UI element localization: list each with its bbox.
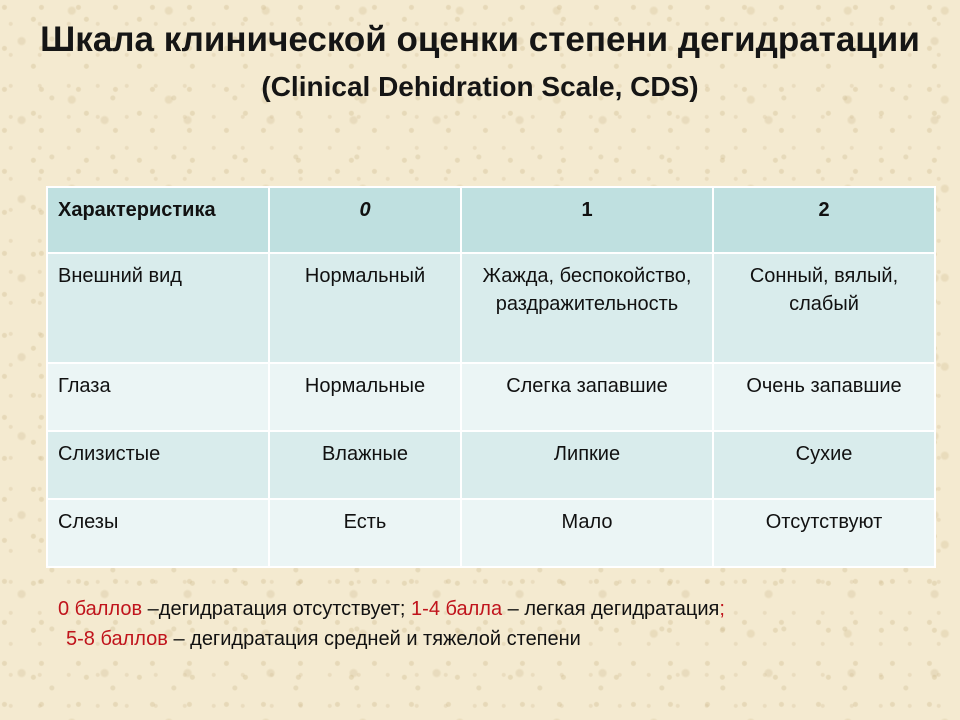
- score-1-cell: Слегка запавшие: [461, 363, 713, 431]
- score-0-cell: Влажные: [269, 431, 461, 499]
- table-row: [47, 499, 935, 567]
- legend-line-1: [58, 594, 725, 624]
- legend-semicolon: ;: [719, 598, 725, 620]
- score-0-cell: Нормальные: [269, 363, 461, 431]
- legend-score-5-8: 5-8 баллов: [66, 628, 168, 650]
- table-row: [47, 253, 935, 363]
- header-score-2: 2: [713, 187, 935, 253]
- header-score-1: 1: [461, 187, 713, 253]
- row-label: Слизистые: [47, 431, 269, 499]
- table-row: [47, 431, 935, 499]
- score-2-cell: Сонный, вялый, слабый: [713, 253, 935, 363]
- slide-title: Шкала клинической оценки степени дегидратации: [40, 20, 920, 59]
- legend-text: – легкая дегидратация: [502, 598, 720, 620]
- table-row: [47, 363, 935, 431]
- cds-table: [46, 186, 936, 568]
- score-2-cell: Сухие: [713, 431, 935, 499]
- row-label: Внешний вид: [47, 253, 269, 363]
- header-characteristic: Характеристика: [47, 187, 269, 253]
- row-label: Слезы: [47, 499, 269, 567]
- score-2-cell: Отсутствуют: [713, 499, 935, 567]
- legend-text: – дегидратация средней и тяжелой степени: [167, 628, 581, 650]
- score-2-cell: Очень запавшие: [713, 363, 935, 431]
- score-1-cell: Жажда, беспокойство, раздражительность: [461, 253, 713, 363]
- score-1-cell: Мало: [461, 499, 713, 567]
- slide-subtitle: (Clinical Dehidration Scale, CDS): [261, 71, 699, 102]
- legend-score-1-4: 1-4 балла: [411, 598, 503, 620]
- legend-score-0: 0 баллов: [58, 598, 143, 620]
- score-0-cell: Нормальный: [269, 253, 461, 363]
- score-0-cell: Есть: [269, 499, 461, 567]
- score-legend: [58, 594, 725, 654]
- legend-text: –дегидратация отсутствует;: [142, 598, 412, 620]
- score-1-cell: Липкие: [461, 431, 713, 499]
- table-header-row: [47, 187, 935, 253]
- slide-title-block: [0, 14, 960, 106]
- header-score-0: 0: [269, 187, 461, 253]
- row-label: Глаза: [47, 363, 269, 431]
- legend-line-2: [58, 624, 725, 654]
